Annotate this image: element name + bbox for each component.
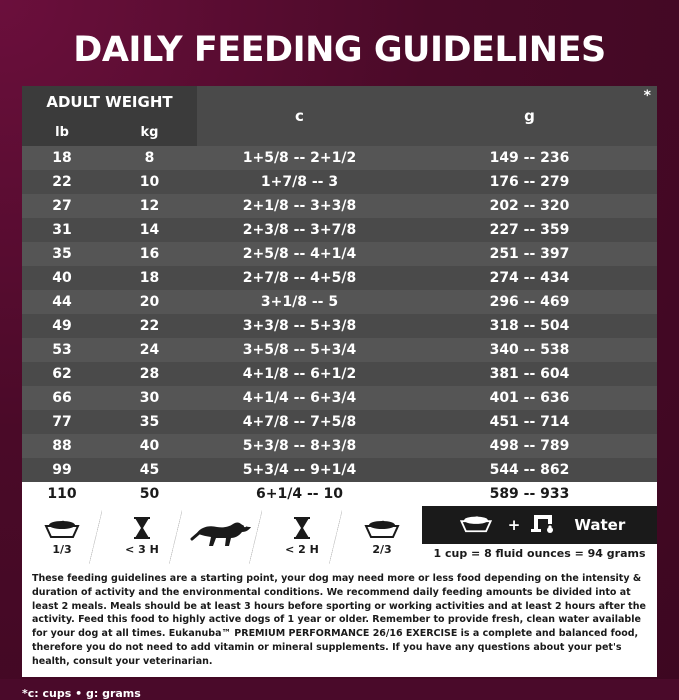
table-header-row-1	[22, 86, 657, 118]
table-row	[22, 362, 657, 386]
table-row	[22, 290, 657, 314]
cell-lb: 18	[22, 146, 102, 170]
table-row	[22, 458, 657, 482]
table-row	[22, 434, 657, 458]
cell-kg: 18	[102, 266, 197, 290]
cell-lb: 49	[22, 314, 102, 338]
table-row	[22, 410, 657, 434]
cell-kg: 10	[102, 170, 197, 194]
cell-grams: 498 -- 789	[402, 434, 657, 458]
cell-lb: 27	[22, 194, 102, 218]
table-row	[22, 194, 657, 218]
schedule-step-1	[22, 506, 102, 564]
cell-grams: 401 -- 636	[402, 386, 657, 410]
table-row	[22, 218, 657, 242]
cell-lb: 88	[22, 434, 102, 458]
feeding-schedule-strip	[22, 506, 657, 564]
cell-cups: 2+1/8 -- 3+3/8	[197, 194, 402, 218]
cell-grams: 176 -- 279	[402, 170, 657, 194]
table-row	[22, 146, 657, 170]
schedule-step-4	[262, 506, 342, 564]
cell-grams: 451 -- 714	[402, 410, 657, 434]
table-row	[22, 242, 657, 266]
cell-cups: 3+3/8 -- 5+3/8	[197, 314, 402, 338]
header-grams	[402, 86, 657, 146]
cell-grams: 544 -- 862	[402, 458, 657, 482]
cell-cups: 4+1/8 -- 6+1/2	[197, 362, 402, 386]
cell-kg: 12	[102, 194, 197, 218]
feeding-table	[22, 86, 657, 506]
cell-grams: 381 -- 604	[402, 362, 657, 386]
schedule-step-1-caption: 1/3	[52, 542, 72, 556]
dog-bowl-icon	[454, 512, 498, 539]
cell-kg: 16	[102, 242, 197, 266]
feeding-table-card	[22, 86, 657, 506]
water-label: Water	[574, 516, 626, 534]
cell-cups: 5+3/4 -- 9+1/4	[197, 458, 402, 482]
cell-kg: 28	[102, 362, 197, 386]
table-row	[22, 314, 657, 338]
schedule-step-5-caption: 2/3	[372, 542, 392, 556]
table-row	[22, 170, 657, 194]
cell-grams: 251 -- 397	[402, 242, 657, 266]
cell-grams: 202 -- 320	[402, 194, 657, 218]
page-title: DAILY FEEDING GUIDELINES	[73, 30, 606, 70]
schedule-step-3	[182, 506, 262, 564]
schedule-step-2-caption: < 3 H	[125, 542, 159, 556]
plus-sign: +	[507, 516, 521, 534]
cell-kg: 20	[102, 290, 197, 314]
cell-lb: 22	[22, 170, 102, 194]
cell-grams: 296 -- 469	[402, 290, 657, 314]
cell-kg: 35	[102, 410, 197, 434]
dog-bowl-icon	[362, 515, 402, 541]
cell-grams: 227 -- 359	[402, 218, 657, 242]
cell-cups: 3+5/8 -- 5+3/4	[197, 338, 402, 362]
cell-cups: 4+7/8 -- 7+5/8	[197, 410, 402, 434]
table-body	[22, 146, 657, 506]
header-cups: c	[197, 86, 402, 146]
cell-cups: 2+3/8 -- 3+7/8	[197, 218, 402, 242]
schedule-steps	[22, 506, 422, 564]
cell-lb: 77	[22, 410, 102, 434]
table-row	[22, 266, 657, 290]
hourglass-icon	[132, 515, 152, 541]
cell-cups: 4+1/4 -- 6+3/4	[197, 386, 402, 410]
cell-kg: 30	[102, 386, 197, 410]
running-dog-icon	[189, 521, 255, 547]
cell-lb: 44	[22, 290, 102, 314]
header-asterisk: *	[643, 88, 651, 104]
cup-conversion-note: 1 cup = 8 fluid ounces = 94 grams	[422, 544, 657, 564]
hourglass-icon	[292, 515, 312, 541]
table-row	[22, 386, 657, 410]
schedule-step-4-caption: < 2 H	[285, 542, 319, 556]
feeding-note: These feeding guidelines are a starting point, your dog may need more or less food depending on the intensity & duration of activity and the environmental conditions. We recommend daily feeding amounts be divided into at least 2 meals. Meals should be at least 3 hours before sporting or working activities and at least 2 hours after the activity. Feed this food to highly active dogs of 1 year or older. Remember to provide fresh, clean water available for your dog at all times. Eukanuba™ PREMIUM PERFORMANCE 26/16 EXERCISE is a complete and balanced food, therefore you do not need to add vitamin or mineral supplements. If you have any questions about your pet's health, consult your veterinarian.	[22, 564, 657, 677]
cell-cups: 3+1/8 -- 5	[197, 290, 402, 314]
cell-kg: 50	[102, 482, 197, 506]
cell-lb: 31	[22, 218, 102, 242]
cell-lb: 53	[22, 338, 102, 362]
footnote-legend: *c: cups • g: grams	[22, 687, 141, 700]
header-grams-label: g	[524, 107, 535, 125]
cell-cups: 2+7/8 -- 4+5/8	[197, 266, 402, 290]
table-header	[22, 86, 657, 146]
cell-kg: 24	[102, 338, 197, 362]
cell-kg: 45	[102, 458, 197, 482]
cell-grams: 340 -- 538	[402, 338, 657, 362]
cell-cups: 6+1/4 -- 10	[197, 482, 402, 506]
cell-cups: 1+7/8 -- 3	[197, 170, 402, 194]
cell-kg: 40	[102, 434, 197, 458]
schedule-step-5	[342, 506, 422, 564]
cell-cups: 1+5/8 -- 2+1/2	[197, 146, 402, 170]
cell-kg: 14	[102, 218, 197, 242]
cell-lb: 66	[22, 386, 102, 410]
cell-lb: 110	[22, 482, 102, 506]
cell-lb: 40	[22, 266, 102, 290]
cell-cups: 2+5/8 -- 4+1/4	[197, 242, 402, 266]
cell-lb: 35	[22, 242, 102, 266]
water-panel-row	[422, 506, 657, 544]
table-row	[22, 338, 657, 362]
cell-cups: 5+3/8 -- 8+3/8	[197, 434, 402, 458]
water-tap-icon	[530, 511, 564, 540]
header-adult-weight: ADULT WEIGHT	[22, 86, 197, 118]
table-row	[22, 482, 657, 506]
dog-bowl-icon	[42, 515, 82, 541]
cell-grams: 274 -- 434	[402, 266, 657, 290]
cell-grams: 149 -- 236	[402, 146, 657, 170]
cell-lb: 99	[22, 458, 102, 482]
header-lb: lb	[22, 118, 102, 146]
schedule-step-2	[102, 506, 182, 564]
header-kg: kg	[102, 118, 197, 146]
cell-kg: 22	[102, 314, 197, 338]
cell-kg: 8	[102, 146, 197, 170]
cell-lb: 62	[22, 362, 102, 386]
water-panel	[422, 506, 657, 564]
cell-grams: 589 -- 933	[402, 482, 657, 506]
cell-grams: 318 -- 504	[402, 314, 657, 338]
